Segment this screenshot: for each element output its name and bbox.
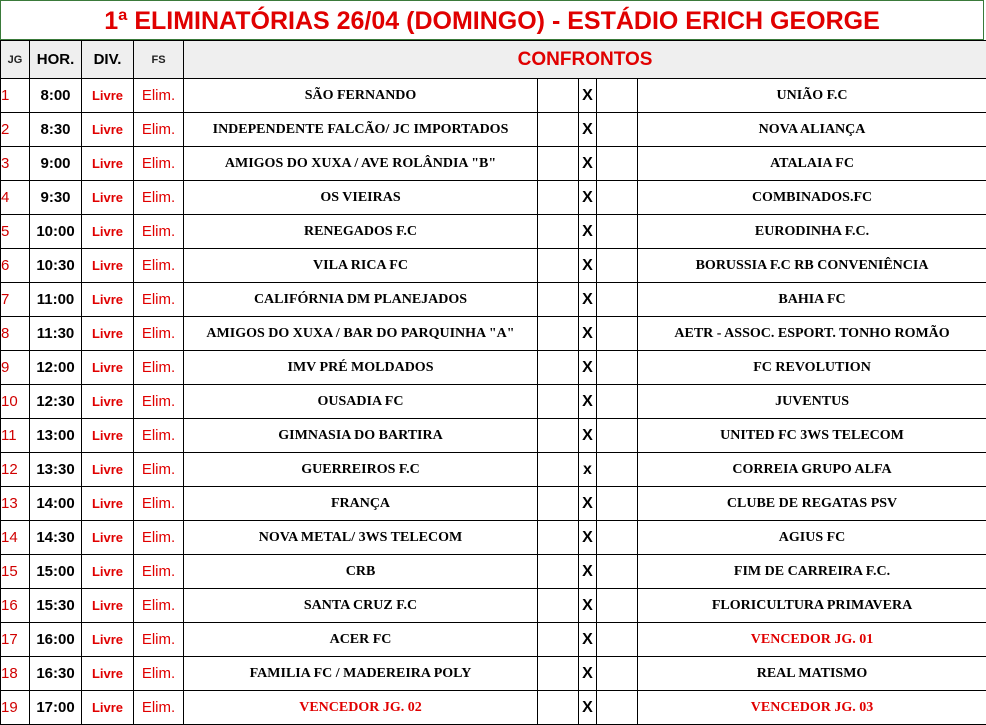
schedule-body [1, 79, 986, 725]
home-team: CRB [184, 555, 538, 589]
away-score [597, 79, 638, 113]
home-score [538, 283, 579, 317]
game-division: Livre [82, 317, 134, 351]
game-division: Livre [82, 113, 134, 147]
away-score [597, 181, 638, 215]
home-score [538, 317, 579, 351]
home-score [538, 215, 579, 249]
away-score [597, 249, 638, 283]
home-team: INDEPENDENTE FALCÃO/ JC IMPORTADOS [184, 113, 538, 147]
away-team: FIM DE CARREIRA F.C. [638, 555, 986, 589]
game-division: Livre [82, 215, 134, 249]
game-number: 5 [1, 215, 30, 249]
home-team: IMV PRÉ MOLDADOS [184, 351, 538, 385]
game-phase: Elim. [134, 555, 184, 589]
game-time: 9:00 [30, 147, 82, 181]
home-team: GIMNASIA DO BARTIRA [184, 419, 538, 453]
versus-mark: X [579, 215, 597, 249]
away-team: AGIUS FC [638, 521, 986, 555]
table-row [1, 351, 986, 385]
home-team: SÃO FERNANDO [184, 79, 538, 113]
table-row [1, 181, 986, 215]
game-division: Livre [82, 249, 134, 283]
table-row [1, 283, 986, 317]
away-team: CLUBE DE REGATAS PSV [638, 487, 986, 521]
game-phase: Elim. [134, 351, 184, 385]
away-team: BAHIA FC [638, 283, 986, 317]
home-team: FAMILIA FC / MADEREIRA POLY [184, 657, 538, 691]
game-phase: Elim. [134, 147, 184, 181]
table-row [1, 113, 986, 147]
table-row [1, 215, 986, 249]
game-time: 15:00 [30, 555, 82, 589]
away-team: EURODINHA F.C. [638, 215, 986, 249]
versus-mark: x [579, 453, 597, 487]
away-team: UNITED FC 3WS TELECOM [638, 419, 986, 453]
game-time: 14:00 [30, 487, 82, 521]
game-time: 17:00 [30, 691, 82, 725]
game-phase: Elim. [134, 181, 184, 215]
versus-mark: X [579, 691, 597, 725]
game-time: 8:30 [30, 113, 82, 147]
column-header-hor: HOR. [30, 41, 82, 79]
game-time: 10:00 [30, 215, 82, 249]
game-time: 14:30 [30, 521, 82, 555]
home-score [538, 623, 579, 657]
table-row [1, 521, 986, 555]
versus-mark: X [579, 657, 597, 691]
versus-mark: X [579, 317, 597, 351]
game-time: 16:30 [30, 657, 82, 691]
column-header-confrontos: CONFRONTOS [184, 41, 986, 79]
away-team: UNIÃO F.C [638, 79, 986, 113]
game-phase: Elim. [134, 113, 184, 147]
game-number: 6 [1, 249, 30, 283]
home-score [538, 453, 579, 487]
away-score [597, 555, 638, 589]
schedule-table [0, 40, 986, 725]
game-number: 18 [1, 657, 30, 691]
away-score [597, 283, 638, 317]
game-time: 10:30 [30, 249, 82, 283]
versus-mark: X [579, 249, 597, 283]
game-number: 1 [1, 79, 30, 113]
home-team: CALIFÓRNIA DM PLANEJADOS [184, 283, 538, 317]
game-division: Livre [82, 147, 134, 181]
home-score [538, 487, 579, 521]
game-time: 15:30 [30, 589, 82, 623]
versus-mark: X [579, 487, 597, 521]
away-team: NOVA ALIANÇA [638, 113, 986, 147]
game-time: 16:00 [30, 623, 82, 657]
away-score [597, 419, 638, 453]
game-division: Livre [82, 521, 134, 555]
game-time: 13:30 [30, 453, 82, 487]
home-team: AMIGOS DO XUXA / BAR DO PARQUINHA "A" [184, 317, 538, 351]
home-team: VENCEDOR JG. 02 [184, 691, 538, 725]
table-row [1, 79, 986, 113]
game-phase: Elim. [134, 419, 184, 453]
table-row [1, 453, 986, 487]
away-team: COMBINADOS.FC [638, 181, 986, 215]
home-score [538, 351, 579, 385]
column-header-fs: FS [134, 41, 184, 79]
game-time: 8:00 [30, 79, 82, 113]
game-time: 13:00 [30, 419, 82, 453]
home-team: GUERREIROS F.C [184, 453, 538, 487]
game-phase: Elim. [134, 317, 184, 351]
away-team: BORUSSIA F.C RB CONVENIÊNCIA [638, 249, 986, 283]
versus-mark: X [579, 521, 597, 555]
versus-mark: X [579, 283, 597, 317]
game-division: Livre [82, 79, 134, 113]
game-number: 8 [1, 317, 30, 351]
away-team: ATALAIA FC [638, 147, 986, 181]
game-phase: Elim. [134, 589, 184, 623]
game-time: 9:30 [30, 181, 82, 215]
away-score [597, 453, 638, 487]
away-team: VENCEDOR JG. 03 [638, 691, 986, 725]
away-score [597, 317, 638, 351]
game-phase: Elim. [134, 521, 184, 555]
game-division: Livre [82, 453, 134, 487]
game-phase: Elim. [134, 249, 184, 283]
versus-mark: X [579, 181, 597, 215]
game-phase: Elim. [134, 487, 184, 521]
game-number: 3 [1, 147, 30, 181]
versus-mark: X [579, 623, 597, 657]
game-phase: Elim. [134, 283, 184, 317]
home-score [538, 555, 579, 589]
game-number: 12 [1, 453, 30, 487]
table-row [1, 385, 986, 419]
game-division: Livre [82, 181, 134, 215]
home-team: VILA RICA FC [184, 249, 538, 283]
table-row [1, 657, 986, 691]
away-score [597, 215, 638, 249]
versus-mark: X [579, 555, 597, 589]
game-phase: Elim. [134, 657, 184, 691]
home-team: ACER FC [184, 623, 538, 657]
game-division: Livre [82, 691, 134, 725]
away-team: FC REVOLUTION [638, 351, 986, 385]
game-number: 13 [1, 487, 30, 521]
table-row [1, 317, 986, 351]
versus-mark: X [579, 589, 597, 623]
home-score [538, 249, 579, 283]
game-number: 2 [1, 113, 30, 147]
game-phase: Elim. [134, 79, 184, 113]
table-row [1, 487, 986, 521]
away-score [597, 385, 638, 419]
game-time: 12:30 [30, 385, 82, 419]
home-score [538, 147, 579, 181]
game-division: Livre [82, 555, 134, 589]
game-number: 7 [1, 283, 30, 317]
page-title: 1ª ELIMINATÓRIAS 26/04 (DOMINGO) - ESTÁDIO ERICH GEORGE [0, 0, 984, 40]
game-division: Livre [82, 351, 134, 385]
game-division: Livre [82, 283, 134, 317]
home-team: FRANÇA [184, 487, 538, 521]
away-team: REAL MATISMO [638, 657, 986, 691]
game-number: 11 [1, 419, 30, 453]
game-phase: Elim. [134, 691, 184, 725]
column-header-jg: JG [1, 41, 30, 79]
game-number: 19 [1, 691, 30, 725]
home-team: AMIGOS DO XUXA / AVE ROLÂNDIA "B" [184, 147, 538, 181]
away-team: JUVENTUS [638, 385, 986, 419]
game-time: 11:00 [30, 283, 82, 317]
table-row [1, 623, 986, 657]
game-number: 10 [1, 385, 30, 419]
game-phase: Elim. [134, 453, 184, 487]
home-score [538, 113, 579, 147]
versus-mark: X [579, 147, 597, 181]
game-division: Livre [82, 589, 134, 623]
table-row [1, 249, 986, 283]
versus-mark: X [579, 351, 597, 385]
away-score [597, 147, 638, 181]
game-phase: Elim. [134, 623, 184, 657]
game-phase: Elim. [134, 385, 184, 419]
away-score [597, 487, 638, 521]
game-division: Livre [82, 623, 134, 657]
versus-mark: X [579, 79, 597, 113]
away-team: VENCEDOR JG. 01 [638, 623, 986, 657]
game-time: 11:30 [30, 317, 82, 351]
game-number: 15 [1, 555, 30, 589]
game-time: 12:00 [30, 351, 82, 385]
versus-mark: X [579, 113, 597, 147]
game-number: 4 [1, 181, 30, 215]
away-score [597, 589, 638, 623]
home-team: OS VIEIRAS [184, 181, 538, 215]
game-number: 17 [1, 623, 30, 657]
game-number: 16 [1, 589, 30, 623]
versus-mark: X [579, 385, 597, 419]
home-score [538, 657, 579, 691]
away-score [597, 657, 638, 691]
game-number: 9 [1, 351, 30, 385]
table-row [1, 691, 986, 725]
home-score [538, 385, 579, 419]
home-team: RENEGADOS F.C [184, 215, 538, 249]
home-team: NOVA METAL/ 3WS TELECOM [184, 521, 538, 555]
away-score [597, 623, 638, 657]
away-team: CORREIA GRUPO ALFA [638, 453, 986, 487]
game-number: 14 [1, 521, 30, 555]
home-score [538, 589, 579, 623]
home-team: SANTA CRUZ F.C [184, 589, 538, 623]
home-score [538, 181, 579, 215]
header-row [1, 41, 986, 79]
versus-mark: X [579, 419, 597, 453]
away-team: FLORICULTURA PRIMAVERA [638, 589, 986, 623]
home-score [538, 691, 579, 725]
home-score [538, 419, 579, 453]
home-score [538, 521, 579, 555]
column-header-div: DIV. [82, 41, 134, 79]
away-team: AETR - ASSOC. ESPORT. TONHO ROMÃO [638, 317, 986, 351]
game-division: Livre [82, 487, 134, 521]
table-row [1, 555, 986, 589]
away-score [597, 521, 638, 555]
game-division: Livre [82, 657, 134, 691]
table-row [1, 147, 986, 181]
home-team: OUSADIA FC [184, 385, 538, 419]
away-score [597, 113, 638, 147]
away-score [597, 351, 638, 385]
away-score [597, 691, 638, 725]
game-division: Livre [82, 419, 134, 453]
table-row [1, 589, 986, 623]
game-phase: Elim. [134, 215, 184, 249]
game-division: Livre [82, 385, 134, 419]
table-row [1, 419, 986, 453]
home-score [538, 79, 579, 113]
